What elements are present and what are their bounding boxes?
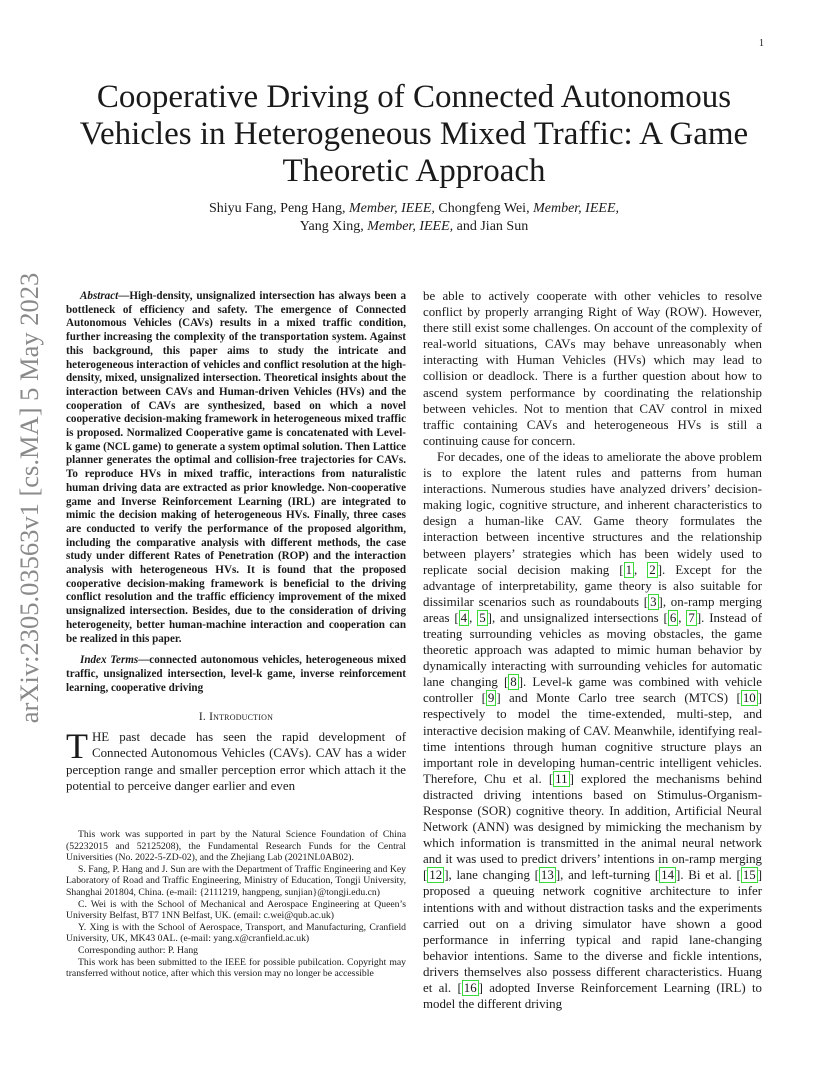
page-number: 1 xyxy=(759,38,764,49)
footnote: S. Fang, P. Hang and J. Sun are with the Department of Traffic Engineering and Key Laboratory of Road and Traffic Engineering, Ministry of Education, Tongji University, Shanghai 201804, China. (e-mail: {2111219, hangpeng, sunjian}@tongji.edu.cn) xyxy=(66,863,406,898)
author-list xyxy=(60,200,768,236)
author-names-3: Yang Xing, xyxy=(299,219,364,234)
citation-link[interactable]: 6 xyxy=(669,610,677,625)
intro-lead: HE xyxy=(92,730,110,745)
index-terms-label: Index Terms xyxy=(80,654,139,667)
body-paragraph-1: be able to actively cooperate with other vehicles to resolve conflict by properly arranging Right of Way (ROW). However, there still exist some challenges. On account of the complexity of real-world situations, CAVs may behave unreasonably when interacting with Human Vehicles (HVs) which may lead to collision or deadlock. There is a further question about how to ascend system performance by coordinating the relationship between vehicles. Not to mention that CAV control in mixed traffic containing CAVs and heterogeneous HVs is still a continuing cause for concern. xyxy=(423,289,762,448)
citation-link[interactable]: 3 xyxy=(650,594,657,609)
citation-link[interactable]: 11 xyxy=(555,771,568,786)
author-names-1: Shiyu Fang, Peng Hang, xyxy=(208,201,346,216)
citation-link[interactable]: 15 xyxy=(742,868,756,883)
abstract-label: Abstract xyxy=(80,290,119,302)
footnote: This work has been submitted to the IEEE for possible pubilcation. Copyright may transferred without notice, after which this version may no longer be accessible xyxy=(66,956,406,980)
drop-cap: T xyxy=(66,726,88,767)
citation-link[interactable]: 13 xyxy=(540,868,554,883)
author-member-3: Member, IEEE, xyxy=(367,219,454,234)
author-names-2: Chongfeng Wei, xyxy=(438,201,530,216)
intro-text: past decade has seen the rapid development of Connected Autonomous Vehicles (CAVs). CAV has a wider perception range and smaller perception error which attach it the potential to perceive danger earlier and even xyxy=(66,730,406,793)
citation-link[interactable]: 5 xyxy=(479,610,486,625)
citation-link[interactable]: 14 xyxy=(661,868,675,883)
left-column xyxy=(66,290,406,794)
arxiv-stamp-text: arXiv:2305.03563v1 [cs.MA] 5 May 2023 xyxy=(14,272,44,724)
abstract-text: —High-density, unsignalized intersection has always been a bottleneck of efficiency and safety. The emergence of Connected Autonomous Vehicles (CAVs) results in a mixed traffic condition, further increasing the complexity of the transportation system. Against this background, this paper aims to study the intricate and heterogeneous interaction of vehicles and conflict resolution at the high-density, mixed, unsignalized intersection. Theoretical insights about the interaction between CAVs and Human-driven Vehicles (HVs) and the cooperation of CAVs are synthesized, based on which a novel cooperative decision-making framework in heterogeneous mixed traffic is proposed. Normalized Cooperative game is concatenated with Level-k game (NCL game) to generate a system optimal solution. Then Lattice planner generates the optimal and collision-free trajectories for CAVs. To reproduce HVs in mixed traffic, interactions from naturalistic human driving data are extracted as prior knowledge. Non-cooperative game and Inverse Reinforcement Learning (IRL) are integrated to mimic the decision making of heterogeneous HVs. Finally, three cases are conducted to verify the performance of the proposed algorithm, including the comparative analysis with different methods, the case study under different Rates of Penetration (ROP) and the interaction analysis with heterogeneous HVs. It is found that the proposed cooperative decision-making framework is beneficial to the driving conflict resolution and the traffic efficiency improvement of the mixed unsignalized intersection. Besides, due to the consideration of driving heterogeneity, better human-machine interaction and cooperation can be realized in this paper. xyxy=(66,290,406,645)
citation-link[interactable]: 12 xyxy=(429,868,443,883)
paper-title: Cooperative Driving of Connected Autonomous Vehicles in Heterogeneous Mixed Traffic: A Game Theoretic Approach xyxy=(79,79,749,189)
footnote: This work was supported in part by the Natural Science Foundation of China (52232015 and 52125208), the Fundamental Research Funds for the Central Universities (No. 2022-5-ZD-02), and the Zhejiang Lab (2021NL0AB02). xyxy=(66,829,406,864)
author-member-1: Member, IEEE, xyxy=(348,201,435,216)
citation-link[interactable]: 16 xyxy=(463,981,477,996)
citation-link[interactable]: 9 xyxy=(487,691,495,706)
intro-paragraph xyxy=(66,726,406,793)
footnotes xyxy=(66,829,406,980)
author-member-2: Member, IEEE, xyxy=(533,201,619,216)
citation-link[interactable]: 2 xyxy=(649,562,656,577)
citation-link[interactable]: 1 xyxy=(625,562,633,577)
author-names-4: and Jian Sun xyxy=(456,219,529,234)
footnote: Y. Xing is with the School of Aerospace, Transport, and Manufacturing, Cranfield University, UK, MK43 0AL. (e-mail: yang.x@cranfield.ac.uk) xyxy=(66,921,406,945)
footnote: C. Wei is with the School of Mechanical and Aerospace Engineering at Queen’s University Belfast, BT7 1NN Belfast, UK. (email: c.wei@qub.ac.uk) xyxy=(66,898,406,922)
section-heading: I. Introduction xyxy=(198,711,274,724)
citation-link[interactable]: 4 xyxy=(460,610,468,625)
citation-link[interactable]: 7 xyxy=(688,610,695,625)
body-paragraph-2: For decades, one of the ideas to ameliorate the above problem is to explore the latent rules and patterns from human interactions. Numerous studies have analyzed drivers’ decision-making logic, cognitive structure, and inherent characteristics to design a human-like CAV. Game theory formulates the interaction between incentive structures and the relationship between players’ strategies which has been widely used to replicate social decision making [ 1 , 2 ]. Except for the advantage of interpretability, game theory is also suitable for dissimilar scenarios such as roundabouts [ 3 ], on-ramp merging areas [ 4 , 5 ], and unsignalized intersections [ 6 , 7 ]. Instead of treating surrounding vehicles as moving obstacles, the game theoretic approach was adapted to mimic human behavior by dynamically interacting with surrounding vehicles for automatic lane changing [ 8 ]. Level-k game was combined with vehicle controller [ 9 ] and Monte Carlo tree search (MTCS) [ 10 ] respectively to model the time-extended, multi-step, and interactive decision making of CAV. Meanwhile, identifying real-time intentions through human cognitive structure plays an important role in developing human-centric intelligent vehicles. Therefore, Chu et al. [ 11 ] explored the mechanisms behind distracted driving intentions based on Stimulus-Organism-Response (SOR) cognitive theory. In addition, Artificial Neural Network (ANN) was designed by mimicking the mechanism by which information is transmitted in the animal neural network and it was used to predict drivers’ intentions in on-ramp merging [ 12 ], lane changing [ 13 ], and left-turning [ 14 ]. Bi et al. [ 15 ] proposed a queuing network cognitive architecture to infer intentions with and without distraction tasks and the experiments carried out on a driving simulator have shown a good performance in inferring typical and rapid lane-changing behavior intentions. Same to the diverse and fickle intentions, drivers themselves also possess different characteristics. Huang et al. [ 16 ] adopted Inverse Reinforcement Learning (IRL) to model the different driving xyxy=(423,449,763,1012)
citation-link[interactable]: 10 xyxy=(742,691,756,706)
index-terms-text: —connected autonomous vehicles, heterogeneous mixed traffic, unsignalized intersection, level-k game, inverse reinforcement learning, cooperative driving xyxy=(66,654,406,694)
arxiv-stamp xyxy=(8,258,48,738)
right-column xyxy=(423,288,762,1012)
footnote: Corresponding author: P. Hang xyxy=(78,944,199,956)
citation-link[interactable]: 8 xyxy=(510,675,517,690)
index-terms xyxy=(66,654,406,695)
abstract xyxy=(66,290,406,646)
